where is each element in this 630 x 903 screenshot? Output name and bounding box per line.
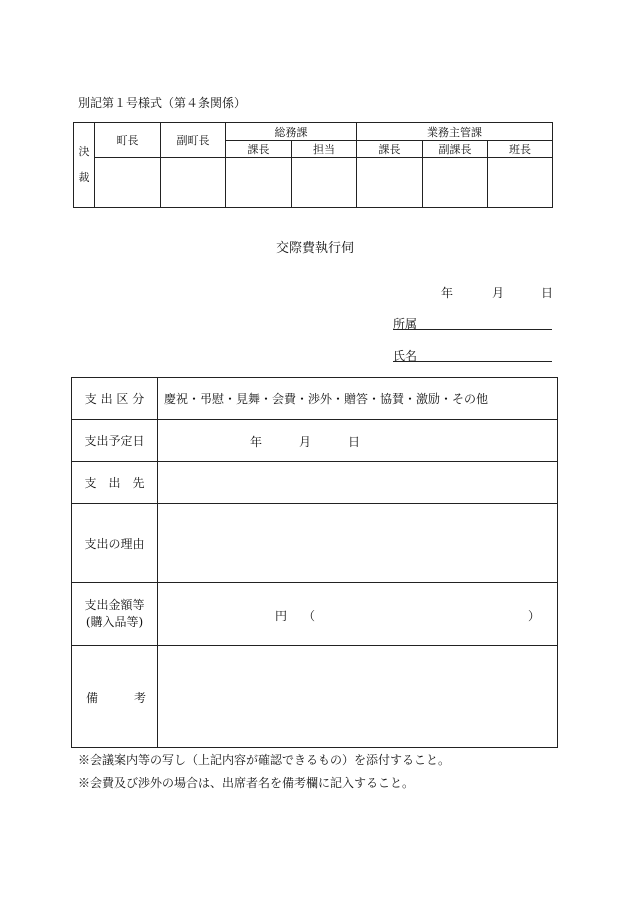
date-month: 月 xyxy=(492,286,505,300)
table-row xyxy=(72,504,558,583)
amount-label-line2: (購入品等) xyxy=(85,615,144,629)
expense-table xyxy=(71,377,558,748)
general-affairs-header: 総務課 xyxy=(226,123,357,141)
reason-label: 支出の理由 xyxy=(72,504,158,583)
vice-mayor-stamp-box[interactable] xyxy=(161,158,226,208)
table-row xyxy=(72,420,558,462)
ga-chief-header: 課長 xyxy=(226,141,292,158)
kessai-char-1: 決 xyxy=(78,145,90,158)
bd-team-leader-stamp-box[interactable] xyxy=(488,158,553,208)
reason-field[interactable] xyxy=(158,504,558,583)
note-attachment: ※会議案内等の写し（上記内容が確認できるもの）を添付すること。 xyxy=(78,753,451,767)
document-title: 交際費執行伺 xyxy=(275,241,354,256)
affiliation-label: 所属 xyxy=(393,317,418,331)
remarks-label-char-2: 考 xyxy=(134,691,147,705)
category-label: 支 出 区 分 xyxy=(72,378,158,420)
table-row xyxy=(72,462,558,504)
form-title: 別記第１号様式（第４条関係） xyxy=(78,96,247,110)
bd-vice-chief-stamp-box[interactable] xyxy=(423,158,488,208)
note-fees: ※会費及び渉外の場合は、出席者名を備考欄に記入すること。 xyxy=(78,776,415,790)
scheduled-year: 年 xyxy=(250,435,263,449)
payee-field[interactable] xyxy=(158,462,558,504)
yen-label: 円 xyxy=(275,609,288,623)
remarks-field[interactable] xyxy=(158,646,558,748)
table-row xyxy=(72,378,558,420)
category-value[interactable]: 慶祝・弔慰・見舞・会費・渉外・贈答・協賛・激励・その他 xyxy=(158,378,558,420)
paren-open: （ xyxy=(303,609,316,623)
ga-chief-stamp-box[interactable] xyxy=(226,158,292,208)
paren-close: ） xyxy=(528,609,541,623)
date-year: 年 xyxy=(441,286,454,300)
mayor-header: 町長 xyxy=(95,123,161,158)
amount-label xyxy=(72,583,158,646)
approval-table xyxy=(73,122,553,208)
table-row xyxy=(72,646,558,748)
remarks-label-char-1: 備 xyxy=(86,691,99,705)
name-label: 氏名 xyxy=(393,349,418,363)
bd-chief-header: 課長 xyxy=(357,141,423,158)
scheduled-date-field[interactable] xyxy=(158,420,558,462)
scheduled-month: 月 xyxy=(299,435,312,449)
business-dept-header: 業務主管課 xyxy=(357,123,553,141)
bd-vice-chief-header: 副課長 xyxy=(423,141,488,158)
affiliation-field[interactable] xyxy=(393,329,552,330)
table-row xyxy=(72,583,558,646)
bd-team-leader-header: 班長 xyxy=(488,141,553,158)
bd-chief-stamp-box[interactable] xyxy=(357,158,423,208)
scheduled-day: 日 xyxy=(348,435,361,449)
mayor-stamp-box[interactable] xyxy=(95,158,161,208)
ga-staff-header: 担当 xyxy=(292,141,357,158)
amount-field[interactable] xyxy=(158,583,558,646)
payee-label: 支 出 先 xyxy=(72,462,158,504)
kessai-char-2: 裁 xyxy=(78,171,90,184)
amount-label-line1: 支出金額等 xyxy=(84,598,145,612)
ga-staff-stamp-box[interactable] xyxy=(292,158,357,208)
scheduled-date-label: 支出予定日 xyxy=(72,420,158,462)
kessai-cell xyxy=(74,123,95,208)
name-field[interactable] xyxy=(393,361,552,362)
remarks-label xyxy=(72,646,158,748)
date-day: 日 xyxy=(541,286,554,300)
vice-mayor-header: 副町長 xyxy=(161,123,226,158)
